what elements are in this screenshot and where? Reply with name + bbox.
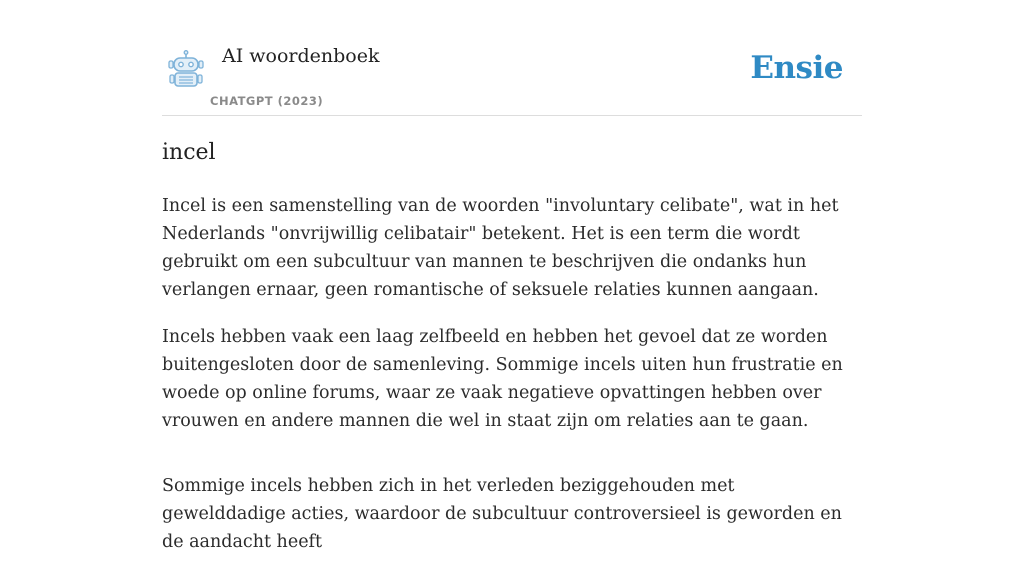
dictionary-title[interactable]: AI woordenboek (222, 45, 380, 67)
source-label: CHATGPT (2023) (210, 94, 324, 108)
definition-paragraph: Incels hebben vaak een laag zelfbeeld en hebben het gevoel dat ze worden buitengesloten door de samenleving. Sommige incels uiten hun frustratie en woede op online forums, waar ze vaak negatieve opvattingen hebben over vrouwen en andere mannen die wel in staat zijn om relaties aan te gaan. (162, 327, 843, 431)
definition-paragraph: Incel is een samenstelling van de woorden "involuntary celibate", wat in het Nederlands "onvrijwillig celibatair" betekent. Het is een term die wordt gebruikt om een subcultuur van mannen te beschrijven die ondanks hun verlangen ernaar, geen romantische of seksuele relaties kunnen aangaan. (162, 196, 839, 300)
dictionary-header (162, 0, 862, 116)
robot-icon (166, 50, 206, 90)
definition-paragraph: Sommige incels hebben zich in het verleden beziggehouden met gewelddadige acties, waardoor de subcultuur controversieel is geworden en de aandacht heeft (162, 476, 842, 552)
ensie-logo[interactable]: Ensie (750, 50, 843, 86)
entry-term: incel (162, 140, 216, 165)
page-container (162, 0, 862, 552)
entry-definition (162, 192, 862, 575)
